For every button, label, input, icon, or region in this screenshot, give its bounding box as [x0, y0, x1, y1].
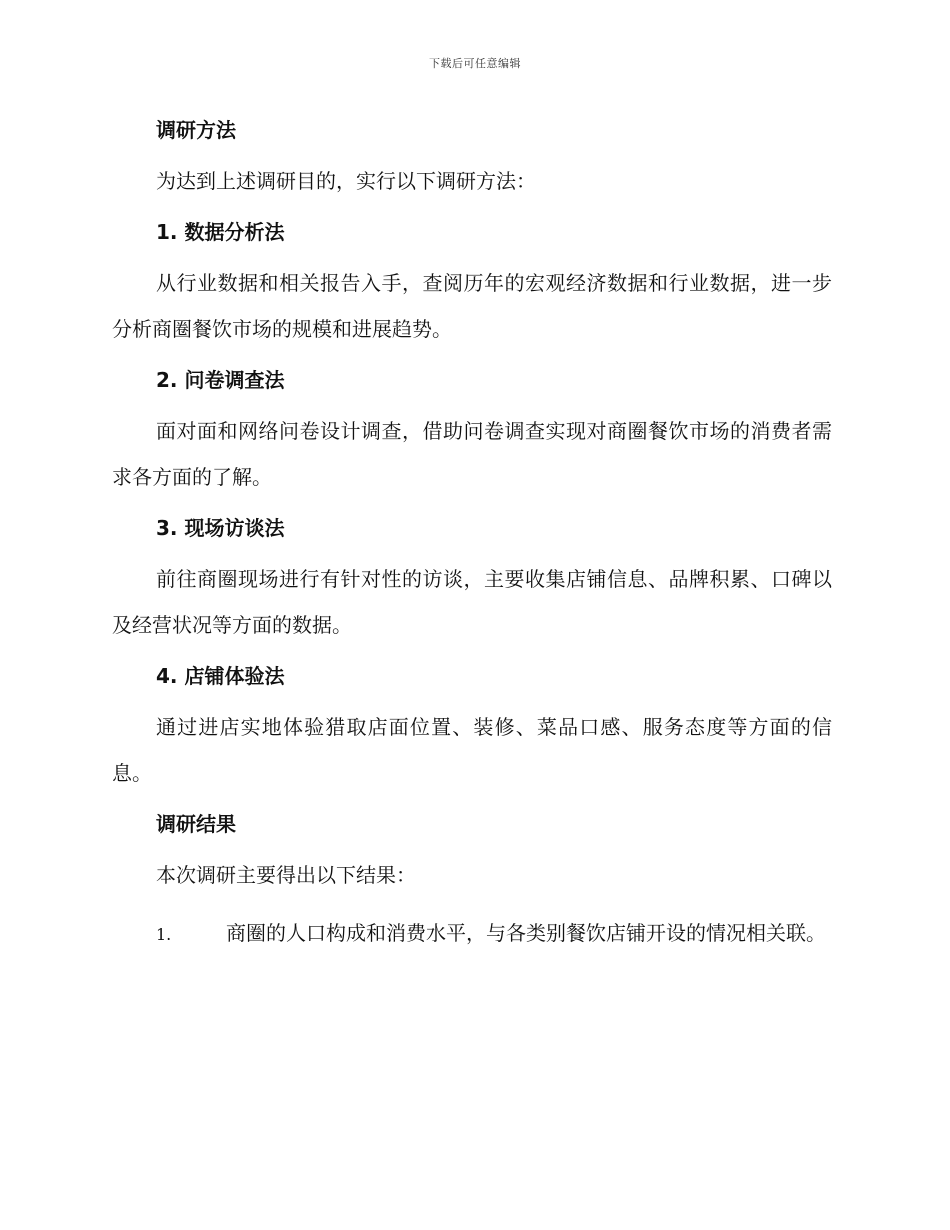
method-1-body: 从行业数据和相关报告入手，查阅历年的宏观经济数据和行业数据，进一步分析商圈餐饮市场的规模和进展趋势。	[112, 271, 832, 341]
method-3-heading: 3. 现场访谈法	[156, 516, 285, 540]
result-item-1	[112, 910, 832, 958]
section-heading-results: 调研结果	[156, 812, 236, 836]
document-body	[112, 114, 832, 958]
method-1-heading: 1. 数据分析法	[156, 220, 285, 244]
method-intro: 为达到上述调研目的，实行以下调研方法：	[156, 169, 536, 193]
results-intro: 本次调研主要得出以下结果：	[156, 863, 416, 887]
result-item-1-marker: 1.	[156, 925, 172, 944]
method-3-body: 前往商圈现场进行有针对性的访谈，主要收集店铺信息、品牌积累、口碑以及经营状况等方面的数据。	[112, 567, 832, 637]
method-4-body: 通过进店实地体验猎取店面位置、装修、菜品口感、服务态度等方面的信息。	[112, 715, 832, 785]
result-item-1-text: 商圈的人口构成和消费水平，与各类别餐饮店铺开设的情况相关联。	[226, 921, 826, 945]
method-4-heading: 4. 店铺体验法	[156, 664, 285, 688]
method-2-heading: 2. 问卷调查法	[156, 368, 285, 392]
header-note: 下载后可任意编辑	[429, 57, 521, 70]
section-heading-method: 调研方法	[156, 118, 236, 142]
method-2-body: 面对面和网络问卷设计调查，借助问卷调查实现对商圈餐饮市场的消费者需求各方面的了解。	[112, 419, 832, 489]
